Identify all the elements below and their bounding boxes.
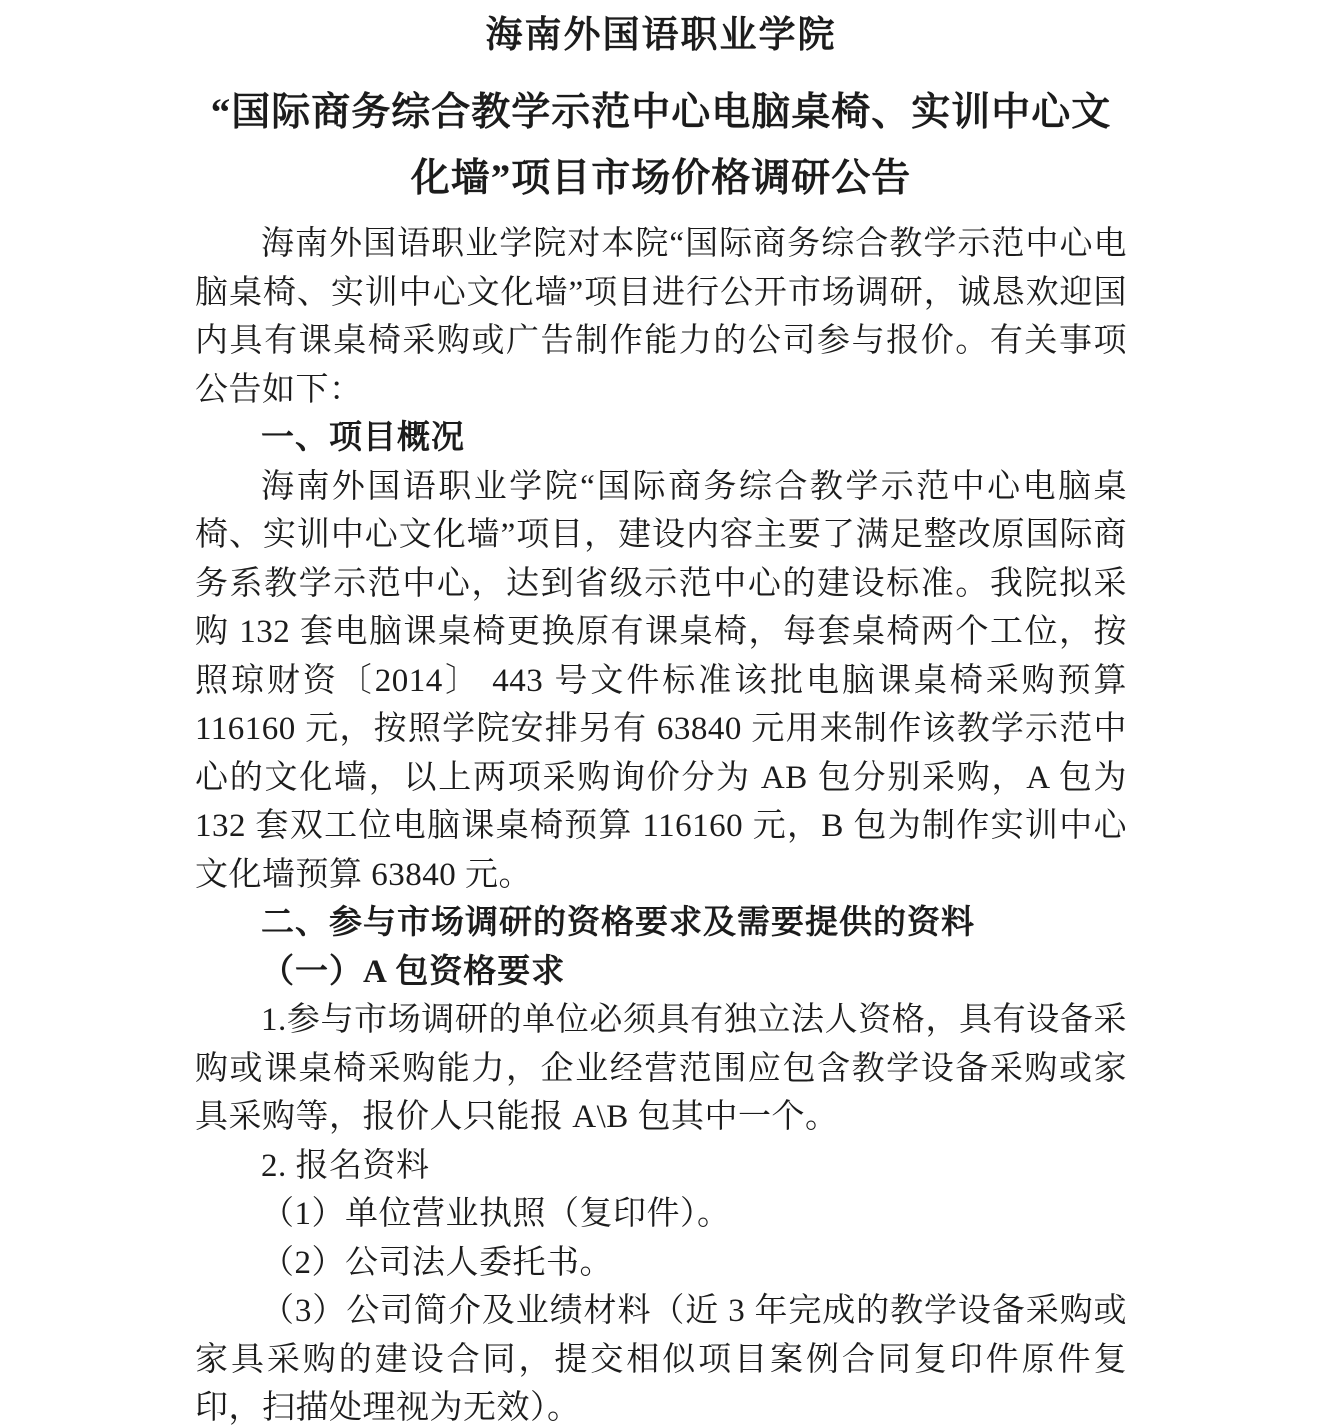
section-heading-project-overview: 一、项目概况: [261, 420, 465, 456]
requirement-item-2-label: 2. 报名资料: [261, 1147, 430, 1184]
subsection-heading-package-a-requirements: （一）A 包资格要求: [261, 953, 566, 990]
document-subtitle: “国际商务综合教学示范中心电脑桌椅、实训中心文化墙”项目市场价格调研公告: [210, 91, 1112, 200]
document-title: 海南外国语职业学院: [485, 15, 837, 56]
registration-material-2: （2）公司法人委托书。: [261, 1244, 613, 1281]
registration-material-3: （3）公司简介及业绩材料（近 3 年完成的教学设备采购或家具采购的建设合同，提交相似项目案例合同复印件原件复印，扫描处理视为无效）。: [195, 1293, 1127, 1426]
requirement-item-1: 1.参与市场调研的单位必须具有独立法人资格，具有设备采购或课桌椅采购能力，企业经营范围应包含教学设备采购或家具采购等，报价人只能报 A\B 包其中一个。: [195, 1002, 1127, 1135]
intro-paragraph: 海南外国语职业学院对本院“国际商务综合教学示范中心电脑桌椅、实训中心文化墙”项目进行公开市场调研，诚恳欢迎国内具有课桌椅采购或广告制作能力的公司参与报价。有关事项公告如下：: [195, 226, 1127, 408]
registration-material-1: （1）单位营业执照（复印件）。: [261, 1196, 731, 1232]
document-content: [195, 0, 1127, 1428]
section-heading-qualification-requirements: 二、参与市场调研的资格要求及需要提供的资料: [261, 905, 975, 941]
project-overview-paragraph: 海南外国语职业学院“国际商务综合教学示范中心电脑桌椅、实训中心文化墙”项目，建设内容主要了满足整改原国际商务系教学示范中心，达到省级示范中心的建设标准。我院拟采购 132 套电脑课桌椅更换原有课桌椅，每套桌椅两个工位，按照琼财资〔2014〕 443 号文件标准该批电脑课桌椅采购预算 116160 元，按照学院安排另有 63840 元用来制作该教学示范中心的文化墙，以上两项采购询价分为 AB 包分别采购，A 包为 132 套双工位电脑课桌椅预算 116160 元，B 包为制作实训中心文化墙预算 63840 元。: [195, 468, 1127, 893]
